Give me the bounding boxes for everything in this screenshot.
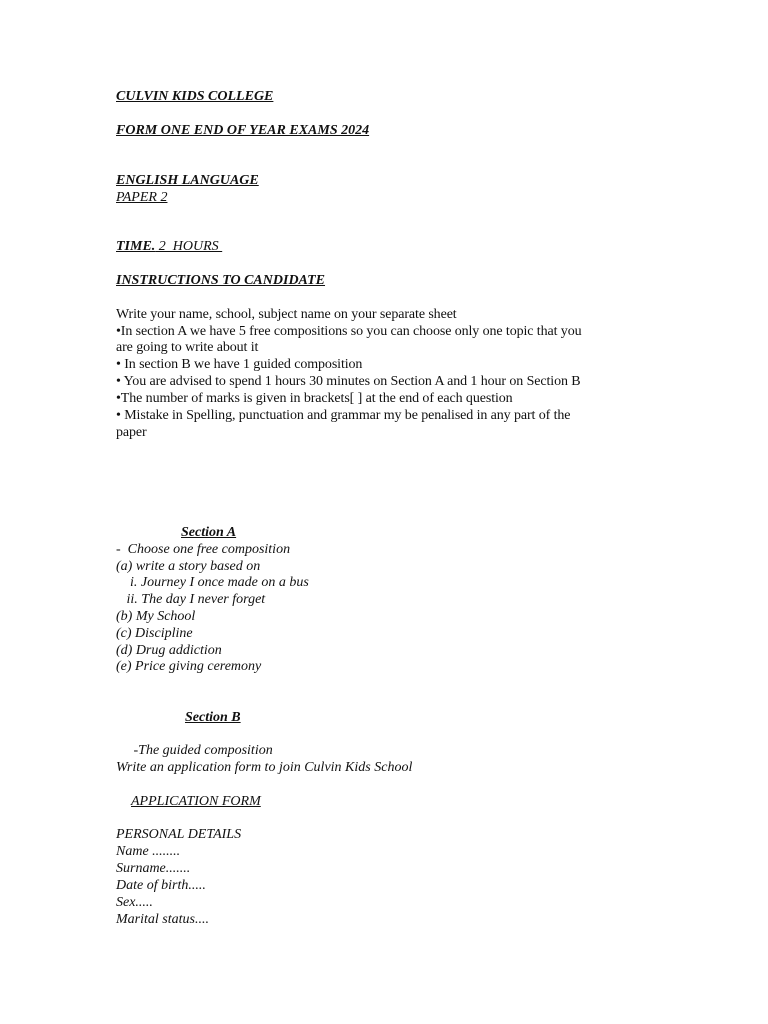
time-label: TIME. [116, 239, 156, 254]
form-field: Date of birth..... [116, 878, 206, 893]
section-a-line: (d) Drug addiction [116, 643, 222, 658]
section-a-line: (e) Price giving ceremony [116, 659, 262, 674]
instruction-line: •In section A we have 5 free compositions so you can choose only one topic that you [116, 324, 582, 339]
section-a-line: (a) write a story based on [116, 559, 261, 574]
section-a-line: ii. The day I never forget [116, 592, 266, 607]
instruction-line: • You are advised to spend 1 hours 30 minutes on Section A and 1 hour on Section B [116, 374, 581, 389]
form-field: Sex..... [116, 895, 153, 910]
subject-title: ENGLISH LANGUAGE [116, 173, 259, 188]
instruction-line: • Mistake in Spelling, punctuation and grammar my be penalised in any part of the [116, 408, 571, 423]
section-a-line: - Choose one free composition [116, 542, 291, 557]
section-a-line: (c) Discipline [116, 626, 193, 641]
instruction-line: • In section B we have 1 guided composition [116, 357, 363, 372]
section-b-line: -The guided composition [116, 743, 273, 758]
section-a-line: (b) My School [116, 609, 196, 624]
instruction-line: •The number of marks is given in brackets[ ] at the end of each question [116, 391, 513, 406]
section-b-line: Write an application form to join Culvin Kids School [116, 760, 413, 775]
form-field: Marital status.... [116, 912, 209, 927]
instruction-line: Write your name, school, subject name on your separate sheet [116, 307, 457, 322]
form-field: Surname....... [116, 861, 191, 876]
instruction-line: are going to write about it [116, 340, 259, 355]
time-line [116, 238, 222, 255]
exam-title: FORM ONE END OF YEAR EXAMS 2024 [116, 123, 370, 138]
school-name: CULVIN KIDS COLLEGE [116, 89, 274, 104]
time-value: 2 HOURS [155, 239, 223, 254]
personal-details-heading: PERSONAL DETAILS [116, 827, 242, 842]
form-field: Name ........ [116, 844, 181, 859]
instruction-line: paper [116, 425, 147, 440]
section-a-line: i. Journey I once made on a bus [116, 575, 309, 590]
application-form-title: APPLICATION FORM [131, 794, 261, 809]
section-b-heading: Section B [185, 710, 241, 725]
paper-number: PAPER 2 [116, 190, 168, 205]
instructions-heading: INSTRUCTIONS TO CANDIDATE [116, 273, 326, 288]
section-a-heading: Section A [181, 525, 237, 540]
